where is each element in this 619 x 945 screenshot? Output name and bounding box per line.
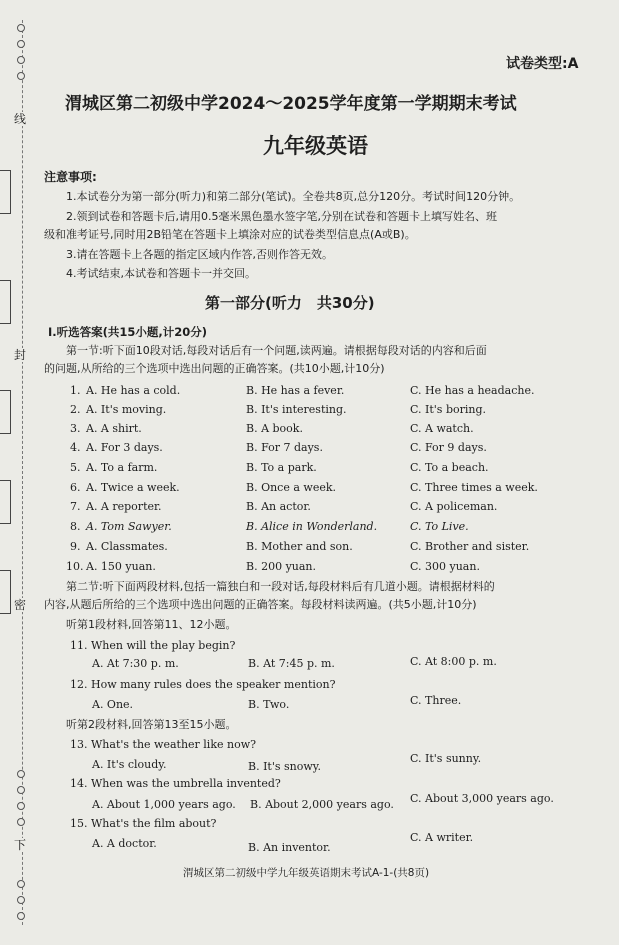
option-c: C. A writer. <box>410 831 474 844</box>
option-c: C. A policeman. <box>410 500 498 513</box>
binding-char: 封 <box>14 348 27 362</box>
binding-margin <box>0 0 42 945</box>
notice-heading: 注意事项: <box>44 170 97 184</box>
option-b: B. About 2,000 years ago. <box>250 798 394 811</box>
binding-hole <box>17 72 25 80</box>
question-stem: 14. When was the umbrella invented? <box>70 777 281 790</box>
binding-hole <box>17 880 25 888</box>
option-b: B. A book. <box>246 422 303 435</box>
question-number: 9. <box>70 540 81 553</box>
option-a: A. Twice a week. <box>86 481 180 494</box>
question-number: 10. <box>66 560 84 573</box>
binding-char: 下 <box>14 838 27 852</box>
question-stem: 12. How many rules does the speaker mention? <box>70 678 336 691</box>
notice-item: 3.请在答题卡上各题的指定区域内作答,否则作答无效。 <box>66 248 333 261</box>
option-b: B. At 7:45 p. m. <box>248 657 335 670</box>
question-stem: 11. When will the play begin? <box>70 639 236 652</box>
binding-char: 密 <box>14 598 27 612</box>
subject-title: 九年级英语 <box>263 134 368 158</box>
question-number: 7. <box>70 500 81 513</box>
option-b: B. To a park. <box>246 461 317 474</box>
option-c: C. Three. <box>410 694 462 707</box>
question-number: 4. <box>70 441 81 454</box>
option-c: C. To Live. <box>410 520 469 533</box>
option-a: A. Tom Sawyer. <box>86 520 172 533</box>
info-box <box>0 280 11 324</box>
option-c: C. Three times a week. <box>410 481 538 494</box>
option-b: B. Once a week. <box>246 481 336 494</box>
question-number: 8. <box>70 520 81 533</box>
question-number: 5. <box>70 461 81 474</box>
page-footer: 渭城区第二初级中学九年级英语期末考试A-1-(共8页) <box>183 867 430 879</box>
option-c: C. To a beach. <box>410 461 489 474</box>
binding-hole <box>17 770 25 778</box>
option-a: A. A reporter. <box>86 500 162 513</box>
info-box <box>0 390 11 434</box>
option-b: B. Two. <box>248 698 290 711</box>
section-instruction: 的问题,从所给的三个选项中选出问题的正确答案。(共10小题,计10分) <box>44 362 385 375</box>
option-b: B. He has a fever. <box>246 384 345 397</box>
question-stem: 15. What's the film about? <box>70 817 217 830</box>
binding-hole <box>17 818 25 826</box>
option-c: C. About 3,000 years ago. <box>410 792 554 805</box>
notice-item: 4.考试结束,本试卷和答题卡一并交回。 <box>66 267 256 280</box>
option-a: A. 150 yuan. <box>86 560 156 573</box>
info-box <box>0 480 11 524</box>
option-c: C. 300 yuan. <box>410 560 480 573</box>
binding-hole <box>17 896 25 904</box>
binding-hole <box>17 40 25 48</box>
option-c: C. For 9 days. <box>410 441 487 454</box>
notice-item: 级和准考证号,同时用2B铅笔在答题卡上填涂对应的试卷类型信息点(A或B)。 <box>44 228 416 241</box>
option-b: B. It's interesting. <box>246 403 347 416</box>
option-b: B. It's snowy. <box>248 760 322 773</box>
option-a: A. For 3 days. <box>86 441 163 454</box>
material-heading: 听第1段材料,回答第11、12小题。 <box>66 618 237 631</box>
option-b: B. An actor. <box>246 500 311 513</box>
option-b: B. An inventor. <box>248 841 331 854</box>
part-one-title: 第一部分(听力 共30分) <box>205 294 375 312</box>
option-a: A. It's cloudy. <box>92 758 167 771</box>
option-a: A. A doctor. <box>92 837 157 850</box>
notice-item: 1.本试卷分为第一部分(听力)和第二部分(笔试)。全卷共8页,总分120分。考试时间120分钟。 <box>66 190 521 203</box>
option-c: C. He has a headache. <box>410 384 535 397</box>
option-a: A. It's moving. <box>86 403 167 416</box>
option-b: B. 200 yuan. <box>246 560 317 573</box>
option-c: C. Brother and sister. <box>410 540 530 553</box>
question-number: 2. <box>70 403 81 416</box>
info-box <box>0 170 11 214</box>
school-title: 渭城区第二初级中学2024～2025学年度第一学期期末考试 <box>65 94 517 114</box>
option-a: A. One. <box>92 698 134 711</box>
option-a: A. A shirt. <box>86 422 142 435</box>
option-b: B. Mother and son. <box>246 540 353 553</box>
paper-type: 试卷类型:A <box>506 56 579 72</box>
option-c: C. It's sunny. <box>410 752 482 765</box>
option-a: A. Classmates. <box>86 540 168 553</box>
option-a: A. He has a cold. <box>86 384 181 397</box>
option-c: C. It's boring. <box>410 403 487 416</box>
question-stem: 13. What's the weather like now? <box>70 738 257 751</box>
option-c: C. At 8:00 p. m. <box>410 655 497 668</box>
option-b: B. For 7 days. <box>246 441 323 454</box>
binding-hole <box>17 912 25 920</box>
material-heading: 听第2段材料,回答第13至15小题。 <box>66 718 237 731</box>
question-number: 3. <box>70 422 81 435</box>
binding-char: 线 <box>14 112 27 126</box>
binding-hole <box>17 786 25 794</box>
info-box <box>0 570 11 614</box>
section-instruction: 内容,从题后所给的三个选项中选出问题的正确答案。每段材料读两遍。(共5小题,计10分) <box>44 598 477 611</box>
option-b: B. Alice in Wonderland. <box>246 520 378 533</box>
option-a: A. About 1,000 years ago. <box>92 798 236 811</box>
binding-hole <box>17 56 25 64</box>
section-instruction: 第二节:听下面两段材料,包括一篇独白和一段对话,每段材料后有几道小题。请根据材料的 <box>66 580 495 593</box>
binding-hole <box>17 24 25 32</box>
option-a: A. To a farm. <box>86 461 158 474</box>
question-number: 1. <box>70 384 81 397</box>
section-heading: Ⅰ.听选答案(共15小题,计20分) <box>48 325 208 339</box>
question-number: 6. <box>70 481 81 494</box>
section-instruction: 第一节:听下面10段对话,每段对话后有一个问题,读两遍。请根据每段对话的内容和后面 <box>66 344 487 357</box>
option-c: C. A watch. <box>410 422 474 435</box>
option-a: A. At 7:30 p. m. <box>92 657 179 670</box>
binding-hole <box>17 802 25 810</box>
notice-item: 2.领到试卷和答题卡后,请用0.5毫米黑色墨水签字笔,分别在试卷和答题卡上填写姓名、班 <box>66 210 497 223</box>
